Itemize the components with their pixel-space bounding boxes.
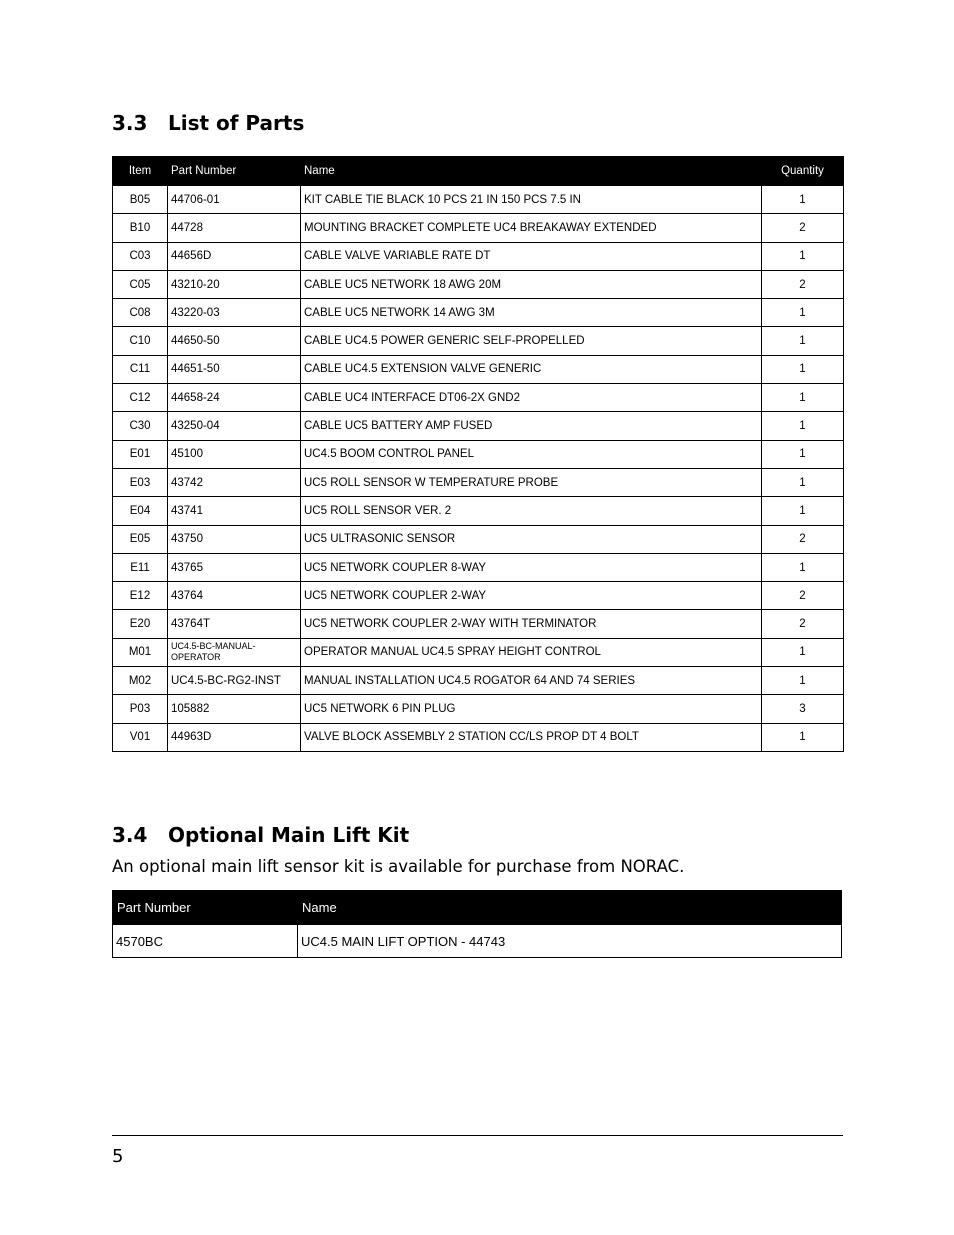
cell-quantity: 3: [762, 695, 844, 723]
parts-table-body: [113, 186, 844, 752]
table-row: [113, 553, 844, 581]
header-part-number: Part Number: [168, 157, 301, 186]
cell-quantity: 1: [762, 186, 844, 214]
cell-item: C03: [113, 242, 168, 270]
cell-item: E12: [113, 582, 168, 610]
section-title: Optional Main Lift Kit: [168, 823, 410, 847]
cell-name: CABLE UC5 NETWORK 14 AWG 3M: [301, 299, 762, 327]
cell-part-number: 43764T: [168, 610, 301, 638]
table-row: [113, 355, 844, 383]
cell-part-number: 43741: [168, 497, 301, 525]
header-quantity: Quantity: [762, 157, 844, 186]
cell-part-number: UC4.5-BC-MANUAL-OPERATOR: [168, 638, 301, 666]
cell-part-number: 43220-03: [168, 299, 301, 327]
section-heading-3-3: [112, 111, 304, 135]
cell-part-number: 44651-50: [168, 355, 301, 383]
cell-item: E20: [113, 610, 168, 638]
lift-kit-table: [112, 890, 842, 958]
cell-quantity: 2: [762, 214, 844, 242]
cell-quantity: 2: [762, 610, 844, 638]
cell-part-number: 43764: [168, 582, 301, 610]
cell-item: B10: [113, 214, 168, 242]
section-intro-text: An optional main lift sensor kit is available for purchase from NORAC.: [112, 857, 685, 876]
cell-part-number: 44658-24: [168, 384, 301, 412]
cell-name: UC5 ROLL SENSOR VER. 2: [301, 497, 762, 525]
table-row: [113, 270, 844, 298]
cell-part-number: 43765: [168, 553, 301, 581]
cell-item: P03: [113, 695, 168, 723]
table-row: [113, 497, 844, 525]
cell-quantity: 1: [762, 384, 844, 412]
header-name: Name: [301, 157, 762, 186]
cell-name: CABLE UC4.5 EXTENSION VALVE GENERIC: [301, 355, 762, 383]
table-row: [113, 525, 844, 553]
cell-item: E05: [113, 525, 168, 553]
section-heading-3-4: [112, 823, 409, 847]
cell-name: CABLE UC5 BATTERY AMP FUSED: [301, 412, 762, 440]
cell-quantity: 1: [762, 412, 844, 440]
cell-part-number: 45100: [168, 440, 301, 468]
cell-part-number: 44656D: [168, 242, 301, 270]
cell-part-number: 43210-20: [168, 270, 301, 298]
cell-part-number: 43250-04: [168, 412, 301, 440]
cell-name: UC5 ULTRASONIC SENSOR: [301, 525, 762, 553]
cell-quantity: 1: [762, 667, 844, 695]
cell-item: C05: [113, 270, 168, 298]
table-row: [113, 412, 844, 440]
cell-item: E04: [113, 497, 168, 525]
cell-part-number: 43750: [168, 525, 301, 553]
cell-name: UC5 NETWORK COUPLER 8-WAY: [301, 553, 762, 581]
table-row: [113, 384, 844, 412]
cell-part-number: 44963D: [168, 723, 301, 751]
cell-name: UC5 NETWORK COUPLER 2-WAY: [301, 582, 762, 610]
parts-table-header-row: [113, 157, 844, 186]
cell-item: B05: [113, 186, 168, 214]
cell-name: UC5 ROLL SENSOR W TEMPERATURE PROBE: [301, 468, 762, 496]
cell-name: UC5 NETWORK COUPLER 2-WAY WITH TERMINATOR: [301, 610, 762, 638]
cell-quantity: 1: [762, 440, 844, 468]
cell-quantity: 1: [762, 497, 844, 525]
section-number: 3.4: [112, 823, 148, 847]
lift-table-body: [113, 925, 842, 958]
section-title: List of Parts: [168, 111, 305, 135]
cell-name: CABLE UC5 NETWORK 18 AWG 20M: [301, 270, 762, 298]
cell-name: CABLE UC4.5 POWER GENERIC SELF-PROPELLED: [301, 327, 762, 355]
table-row: [113, 638, 844, 666]
cell-name: KIT CABLE TIE BLACK 10 PCS 21 IN 150 PCS 7.5 IN: [301, 186, 762, 214]
cell-name: UC4.5 BOOM CONTROL PANEL: [301, 440, 762, 468]
header-part-number: Part Number: [113, 891, 298, 925]
cell-part-number: UC4.5-BC-RG2-INST: [168, 667, 301, 695]
table-row: [113, 440, 844, 468]
parts-table: [112, 156, 844, 752]
cell-quantity: 2: [762, 270, 844, 298]
cell-quantity: 1: [762, 299, 844, 327]
cell-name: MANUAL INSTALLATION UC4.5 ROGATOR 64 AND 74 SERIES: [301, 667, 762, 695]
cell-name: OPERATOR MANUAL UC4.5 SPRAY HEIGHT CONTROL: [301, 638, 762, 666]
table-row: [113, 582, 844, 610]
cell-name: CABLE UC4 INTERFACE DT06-2X GND2: [301, 384, 762, 412]
cell-name: VALVE BLOCK ASSEMBLY 2 STATION CC/LS PROP DT 4 BOLT: [301, 723, 762, 751]
cell-quantity: 2: [762, 525, 844, 553]
table-row: [113, 468, 844, 496]
cell-item: E03: [113, 468, 168, 496]
cell-quantity: 1: [762, 638, 844, 666]
cell-item: E11: [113, 553, 168, 581]
cell-item: C08: [113, 299, 168, 327]
cell-quantity: 2: [762, 582, 844, 610]
cell-quantity: 1: [762, 553, 844, 581]
page-number: 5: [112, 1146, 124, 1167]
cell-quantity: 1: [762, 242, 844, 270]
section-number: 3.3: [112, 111, 148, 135]
table-row: [113, 327, 844, 355]
cell-item: E01: [113, 440, 168, 468]
cell-item: M02: [113, 667, 168, 695]
table-row: [113, 610, 844, 638]
cell-name: UC5 NETWORK 6 PIN PLUG: [301, 695, 762, 723]
cell-quantity: 1: [762, 355, 844, 383]
cell-part-number: 4570BC: [113, 925, 298, 958]
header-item: Item: [113, 157, 168, 186]
cell-item: C10: [113, 327, 168, 355]
cell-part-number: 44706-01: [168, 186, 301, 214]
cell-name: CABLE VALVE VARIABLE RATE DT: [301, 242, 762, 270]
table-row: [113, 242, 844, 270]
table-row: [113, 214, 844, 242]
cell-item: C30: [113, 412, 168, 440]
table-row: [113, 925, 842, 958]
cell-quantity: 1: [762, 327, 844, 355]
cell-item: M01: [113, 638, 168, 666]
table-row: [113, 667, 844, 695]
footer-divider: [112, 1135, 843, 1136]
cell-item: V01: [113, 723, 168, 751]
table-row: [113, 723, 844, 751]
lift-table-header-row: [113, 891, 842, 925]
cell-name: MOUNTING BRACKET COMPLETE UC4 BREAKAWAY EXTENDED: [301, 214, 762, 242]
cell-name: UC4.5 MAIN LIFT OPTION - 44743: [298, 925, 842, 958]
cell-quantity: 1: [762, 468, 844, 496]
cell-part-number: 105882: [168, 695, 301, 723]
table-row: [113, 299, 844, 327]
cell-item: C11: [113, 355, 168, 383]
cell-item: C12: [113, 384, 168, 412]
cell-quantity: 1: [762, 723, 844, 751]
cell-part-number: 43742: [168, 468, 301, 496]
cell-part-number: 44728: [168, 214, 301, 242]
header-name: Name: [298, 891, 842, 925]
table-row: [113, 186, 844, 214]
cell-part-number: 44650-50: [168, 327, 301, 355]
table-row: [113, 695, 844, 723]
